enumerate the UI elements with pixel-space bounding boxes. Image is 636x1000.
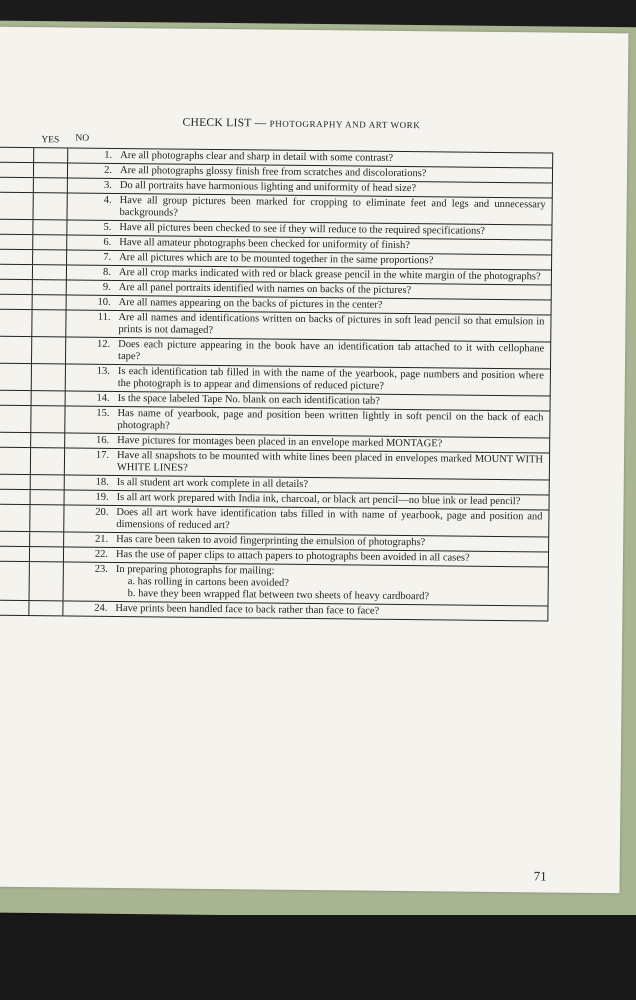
question-number: 9. bbox=[102, 281, 111, 293]
yes-checkbox-cell bbox=[0, 250, 33, 264]
yes-checkbox-cell bbox=[0, 406, 32, 432]
no-checkbox-cell bbox=[32, 391, 66, 405]
question-cell bbox=[64, 562, 549, 605]
yes-checkbox-cell bbox=[0, 220, 33, 234]
question-text: Are all photographs clear and sharp in detail with some contrast? bbox=[120, 150, 394, 164]
page-number: 71 bbox=[533, 868, 547, 884]
column-header-no: NO bbox=[75, 133, 90, 144]
no-checkbox-cell bbox=[34, 193, 68, 219]
question-text: Has care been taken to avoid fingerprinting the emulsion of photographs? bbox=[116, 533, 426, 549]
yes-checkbox-cell bbox=[0, 562, 30, 600]
question-text: Are all names and identifications written on backs of pictures in soft lead pencil so that emulsion in prints is not damaged? bbox=[118, 311, 545, 336]
question-text: Are all pictures which are to be mounted together in the same proportions? bbox=[119, 252, 434, 267]
question-text: Do all portraits have harmonious lighting and uniformity of head size? bbox=[119, 180, 417, 195]
question-number: 18. bbox=[95, 476, 109, 488]
yes-checkbox-cell bbox=[0, 475, 31, 489]
question-number: 6. bbox=[103, 236, 112, 248]
question-number: 23. bbox=[94, 563, 108, 575]
question-number: 1. bbox=[104, 149, 113, 161]
question-text: Has name of yearbook, page and position been written lightly in soft pencil on the back of each photograph? bbox=[117, 407, 544, 432]
question-number: 16. bbox=[96, 434, 110, 446]
no-checkbox-cell bbox=[34, 148, 68, 162]
yes-checkbox-cell bbox=[0, 235, 33, 249]
question-number: 11. bbox=[97, 311, 111, 323]
question-subitem: a. has rolling in cartons been avoided? bbox=[127, 576, 290, 589]
yes-checkbox-cell bbox=[0, 193, 34, 219]
yes-checkbox-cell bbox=[0, 280, 33, 294]
question-number: 4. bbox=[103, 194, 112, 206]
title-sub: PHOTOGRAPHY AND ART WORK bbox=[269, 118, 421, 131]
question-number: 17. bbox=[95, 449, 110, 461]
no-checkbox-cell bbox=[30, 532, 64, 546]
question-text: Are all panel portraits identified with names on backs of the pictures? bbox=[118, 281, 412, 297]
yes-checkbox-cell bbox=[0, 490, 31, 504]
question-text: Are all crop marks indicated with red or black grease pencil in the white margin of the photographs? bbox=[118, 266, 541, 283]
yes-checkbox-cell bbox=[0, 448, 31, 474]
question-number: 8. bbox=[103, 266, 112, 278]
yes-checkbox-cell bbox=[0, 391, 32, 405]
question-cell bbox=[65, 448, 550, 479]
no-checkbox-cell bbox=[31, 448, 65, 474]
question-text: Are all photographs glossy finish free from scratches and discolorations? bbox=[119, 165, 427, 180]
no-checkbox-cell bbox=[31, 490, 65, 504]
question-cell bbox=[64, 505, 549, 536]
question-cell bbox=[66, 310, 551, 341]
yes-checkbox-cell bbox=[0, 532, 30, 546]
question-cell bbox=[65, 406, 550, 437]
yes-checkbox-cell bbox=[0, 295, 33, 309]
question-number: 21. bbox=[94, 533, 109, 545]
no-checkbox-cell bbox=[32, 337, 66, 363]
book-page bbox=[0, 27, 628, 894]
question-number: 10. bbox=[97, 296, 111, 308]
yes-checkbox-cell bbox=[0, 337, 32, 363]
no-checkbox-cell bbox=[32, 364, 66, 390]
question-number: 20. bbox=[95, 506, 109, 518]
background-bottom bbox=[0, 915, 636, 1000]
question-text: Are all names appearing on the backs of pictures in the center? bbox=[118, 296, 383, 311]
question-text: Does all art work have identification tabs filled in with name of yearbook, page and position and dimensions of reduced art? bbox=[116, 506, 543, 532]
no-checkbox-cell bbox=[31, 433, 65, 447]
question-text: In preparing photographs for mailing: bbox=[115, 563, 275, 577]
no-checkbox-cell bbox=[30, 562, 64, 600]
question-number: 7. bbox=[103, 251, 112, 263]
question-text: Does each picture appearing in the book have an identification tab attached to it with cellophane tape? bbox=[118, 338, 545, 363]
question-number: 13. bbox=[96, 365, 110, 377]
question-text: Is each identification tab filled in with the name of the yearbook, page numbers and position where the photograph is to appear and dimensions of reduced picture? bbox=[117, 365, 544, 392]
question-text: Have all amateur photographs been checked for uniformity of finish? bbox=[119, 237, 411, 252]
no-checkbox-cell bbox=[33, 250, 67, 264]
page-title bbox=[182, 117, 420, 131]
question-number: 15. bbox=[96, 407, 110, 419]
no-checkbox-cell bbox=[33, 280, 67, 294]
no-checkbox-cell bbox=[33, 295, 67, 309]
no-checkbox-cell bbox=[32, 310, 66, 336]
no-checkbox-cell bbox=[34, 178, 68, 192]
checklist-table bbox=[0, 147, 553, 622]
question-text: Is all student art work complete in all details? bbox=[116, 476, 309, 490]
yes-checkbox-cell bbox=[0, 310, 33, 336]
no-checkbox-cell bbox=[30, 547, 64, 561]
no-checkbox-cell bbox=[30, 505, 64, 531]
question-number: 24. bbox=[94, 602, 108, 614]
title-main: CHECK LIST — bbox=[182, 116, 267, 130]
yes-checkbox-cell bbox=[0, 163, 34, 177]
yes-checkbox-cell bbox=[0, 433, 31, 447]
no-checkbox-cell bbox=[29, 601, 63, 615]
question-cell bbox=[68, 193, 553, 224]
question-number: 22. bbox=[94, 548, 109, 560]
question-text: Have all snapshots to be mounted with white lines been placed in envelopes marked MOUNT WITH WHITE LINES? bbox=[116, 449, 544, 474]
question-number: 14. bbox=[96, 392, 110, 404]
yes-checkbox-cell bbox=[0, 265, 33, 279]
question-number: 3. bbox=[103, 179, 112, 191]
question-text: Have pictures for montages been placed in an envelope marked MONTAGE? bbox=[117, 434, 443, 450]
no-checkbox-cell bbox=[33, 265, 67, 279]
yes-checkbox-cell bbox=[0, 601, 30, 615]
question-number: 5. bbox=[103, 221, 112, 233]
question-text: Have all group pictures been marked for cropping to eliminate feet and legs and unnecessary backgrounds? bbox=[119, 195, 546, 219]
question-text: Have all pictures been checked to see if they will reduce to the required specifications? bbox=[119, 222, 486, 237]
question-text: Has the use of paper clips to attach papers to photographs been avoided in all cases? bbox=[115, 548, 470, 564]
no-checkbox-cell bbox=[34, 163, 68, 177]
yes-checkbox-cell bbox=[0, 178, 34, 192]
no-checkbox-cell bbox=[31, 475, 65, 489]
no-checkbox-cell bbox=[33, 220, 67, 234]
yes-checkbox-cell bbox=[0, 364, 32, 390]
question-text: Is all art work prepared with India ink, charcoal, or black art pencil—no blue ink or lead pencil? bbox=[116, 491, 521, 508]
no-checkbox-cell bbox=[31, 406, 65, 432]
no-checkbox-cell bbox=[33, 235, 67, 249]
question-cell bbox=[66, 337, 551, 368]
question-subitem: b. have they been wrapped flat between two sheets of heavy cardboard? bbox=[127, 588, 430, 603]
column-header-yes: YES bbox=[41, 135, 60, 146]
question-number: 19. bbox=[95, 491, 109, 503]
question-number: 12. bbox=[97, 338, 111, 350]
yes-checkbox-cell bbox=[0, 505, 31, 531]
question-text: Have prints been handled face to back rather than face to face? bbox=[115, 602, 380, 617]
question-cell bbox=[66, 364, 551, 395]
question-number: 2. bbox=[104, 164, 113, 176]
yes-checkbox-cell bbox=[0, 148, 34, 162]
checklist-row bbox=[0, 562, 549, 607]
question-text: Is the space labeled Tape No. blank on each identification tab? bbox=[117, 392, 381, 407]
yes-checkbox-cell bbox=[0, 547, 30, 561]
